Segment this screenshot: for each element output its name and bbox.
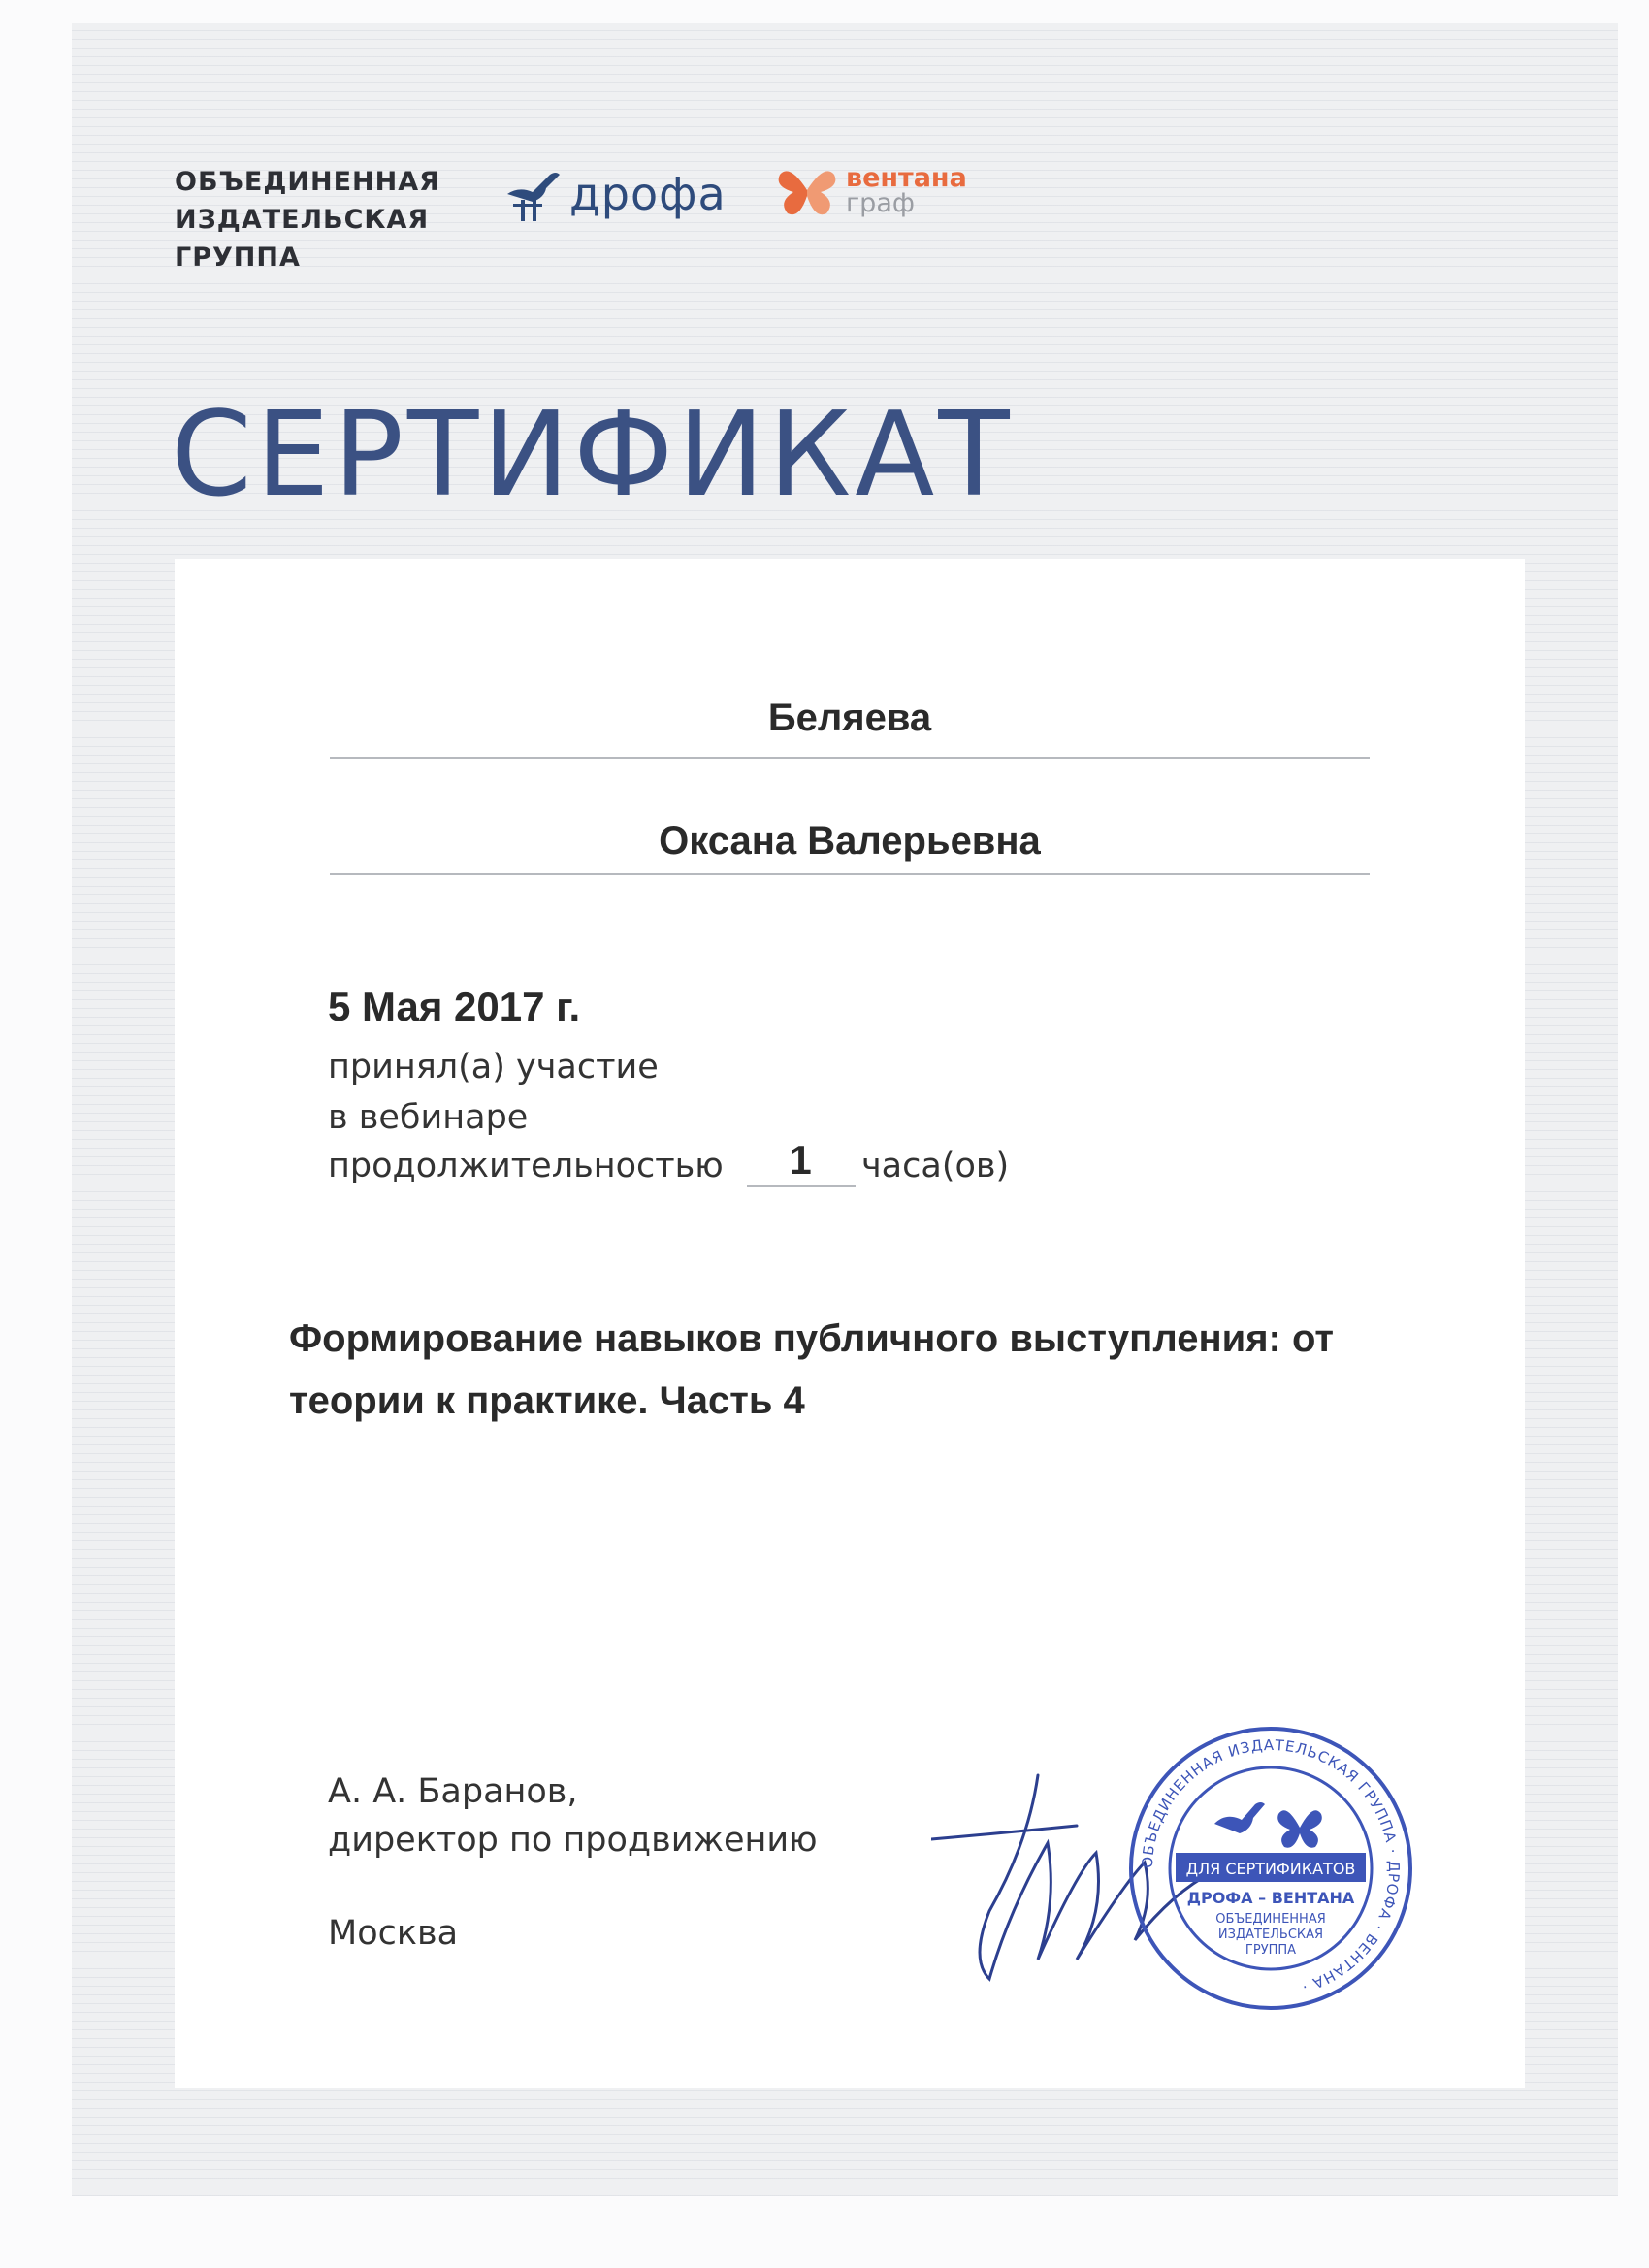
certificate-title: СЕРТИФИКАТ — [171, 388, 1014, 523]
duration-underline — [747, 1185, 856, 1187]
signer-block — [328, 1767, 818, 1958]
stamp-ventana-butterfly-icon — [1277, 1810, 1322, 1848]
stamp-center-sub2: ИЗДАТЕЛЬСКАЯ — [1217, 1928, 1324, 1942]
ventana-logo-sub: граф — [846, 188, 915, 218]
official-stamp — [1125, 1723, 1416, 2014]
drofa-logo-text: дрофа — [569, 168, 727, 220]
drofa-bird-icon — [500, 165, 564, 223]
signer-position: директор по продвижению — [328, 1821, 818, 1860]
signer-name: А. А. Баранов, — [328, 1772, 578, 1811]
duration-label: продолжительностью — [328, 1147, 724, 1185]
stamp-center-sub1: ОБЪЕДИНЕННАЯ — [1215, 1912, 1326, 1927]
stamp-drofa-bird-icon — [1214, 1802, 1265, 1833]
city: Москва — [328, 1914, 459, 1953]
recipient-surname: Беляева — [767, 697, 932, 739]
recipient-given-names: Оксана Валерьевна — [659, 820, 1041, 862]
webinar-text: в вебинаре — [328, 1098, 529, 1137]
stamp-center-title: ДРОФА – ВЕНТАНА — [1186, 1889, 1355, 1907]
event-date: 5 Мая 2017 г. — [328, 984, 581, 1029]
drofa-logo — [500, 165, 727, 223]
ventana-logo — [776, 163, 967, 219]
duration-value: 1 — [789, 1137, 812, 1183]
stamp-center-sub3: ГРУППА — [1245, 1943, 1297, 1958]
publisher-group-name: ОБЪЕДИНЕННАЯ ИЗДАТЕЛЬСКАЯ ГРУППА — [175, 167, 440, 273]
stamp-ring-text: ОБЪЕДИНЕННАЯ ИЗДАТЕЛЬСКАЯ ГРУППА · ДРОФА · ВЕНТАНА · — [1138, 1735, 1404, 1996]
ventana-butterfly-icon — [776, 163, 838, 219]
duration-unit: часа(ов) — [861, 1147, 1010, 1185]
webinar-topic: Формирование навыков публичного выступления: от теории к практике. Часть 4 — [289, 1317, 1335, 1422]
participation-text: принял(а) участие — [328, 1048, 659, 1086]
surname-underline — [330, 757, 1370, 759]
given-names-underline — [330, 873, 1370, 875]
stamp-band-text: ДЛЯ СЕРТИФИКАТОВ — [1185, 1860, 1356, 1878]
ventana-logo-name: вентана — [846, 163, 967, 193]
